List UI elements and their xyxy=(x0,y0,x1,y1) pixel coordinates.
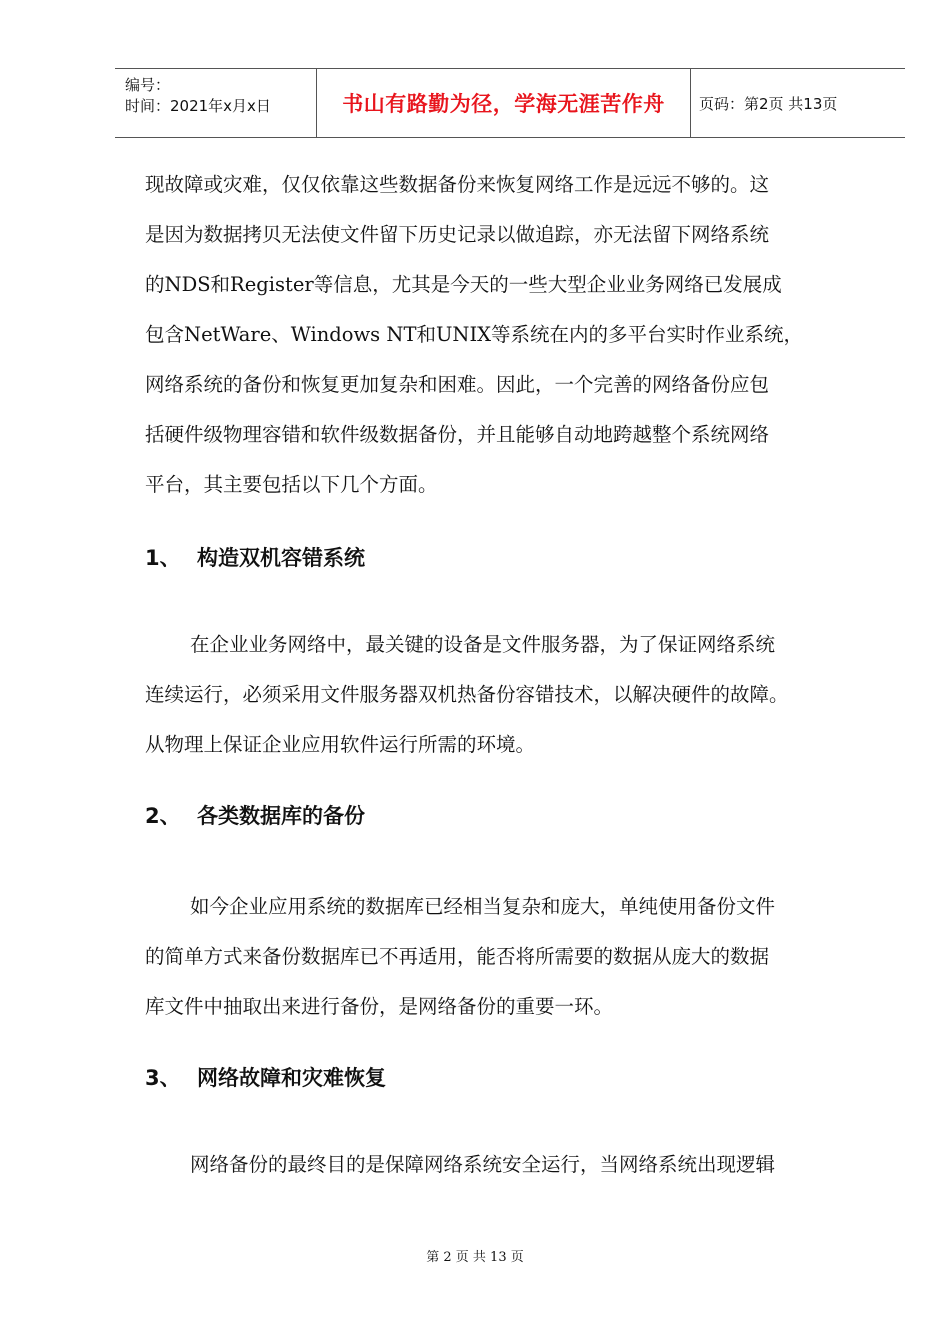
section-heading-3 xyxy=(145,1052,895,1102)
section-number: 3、 xyxy=(145,1066,181,1090)
footer-page-number: 第 2 页 共 13 页 xyxy=(426,1250,524,1265)
paragraph-line: 现故障或灾难，仅仅依靠这些数据备份来恢复网络工作是远远不够的。这 xyxy=(145,173,770,196)
paragraph-line: 连续运行，必须采用文件服务器双机热备份容错技术，以解决硬件的故障。 xyxy=(145,683,789,706)
paragraph-line: 的简单方式来备份数据库已不再适用，能否将所需要的数据从庞大的数据 xyxy=(145,945,770,968)
paragraph-line: 平台，其主要包括以下几个方面。 xyxy=(145,473,438,496)
document-body xyxy=(145,160,895,1190)
section-number: 1、 xyxy=(145,546,181,570)
paragraph-line: 在企业业务网络中，最关键的设备是文件服务器，为了保证网络系统 xyxy=(190,633,776,656)
section-number: 2、 xyxy=(145,804,181,828)
paragraph-line: 的NDS和Register等信息，尤其是今天的一些大型企业业务网络已发展成 xyxy=(145,273,782,296)
page-footer xyxy=(0,1246,950,1265)
section-title: 各类数据库的备份 xyxy=(197,804,365,828)
paragraph-line: 如今企业应用系统的数据库已经相当复杂和庞大，单纯使用备份文件 xyxy=(190,895,776,918)
paragraph-line: 包含NetWare、Windows NT和UNIX等系统在内的多平台实时作业系统， xyxy=(145,323,804,346)
header-meta xyxy=(115,69,317,137)
header-page-info xyxy=(691,69,905,137)
page-header xyxy=(115,68,905,138)
paragraph-line: 网络备份的最终目的是保障网络系统安全运行，当网络系统出现逻辑 xyxy=(190,1153,776,1176)
time-label: 时间：2021年x月x日 xyxy=(125,97,271,115)
section-2-paragraph xyxy=(145,882,895,1032)
section-heading-1 xyxy=(145,532,895,582)
paragraph-line: 括硬件级物理容错和软件级数据备份，并且能够自动地跨越整个系统网络 xyxy=(145,423,770,446)
section-3-paragraph xyxy=(145,1140,895,1190)
paragraph-line: 网络系统的备份和恢复更加复杂和困难。因此，一个完善的网络备份应包 xyxy=(145,373,770,396)
paragraph-line: 从物理上保证企业应用软件运行所需的环境。 xyxy=(145,733,536,756)
section-heading-2 xyxy=(145,790,895,840)
page-info-text: 页码：第2页 共13页 xyxy=(699,94,838,113)
serial-label: 编号： xyxy=(125,76,171,94)
paragraph-line: 是因为数据拷贝无法使文件留下历史记录以做追踪，亦无法留下网络系统 xyxy=(145,223,770,246)
intro-paragraph xyxy=(145,160,895,510)
paragraph-line: 库文件中抽取出来进行备份，是网络备份的重要一环。 xyxy=(145,995,614,1018)
header-motto: 书山有路勤为径，学海无涯苦作舟 xyxy=(317,69,691,137)
section-1-paragraph xyxy=(145,620,895,770)
section-title: 构造双机容错系统 xyxy=(197,546,365,570)
section-title: 网络故障和灾难恢复 xyxy=(197,1066,386,1090)
